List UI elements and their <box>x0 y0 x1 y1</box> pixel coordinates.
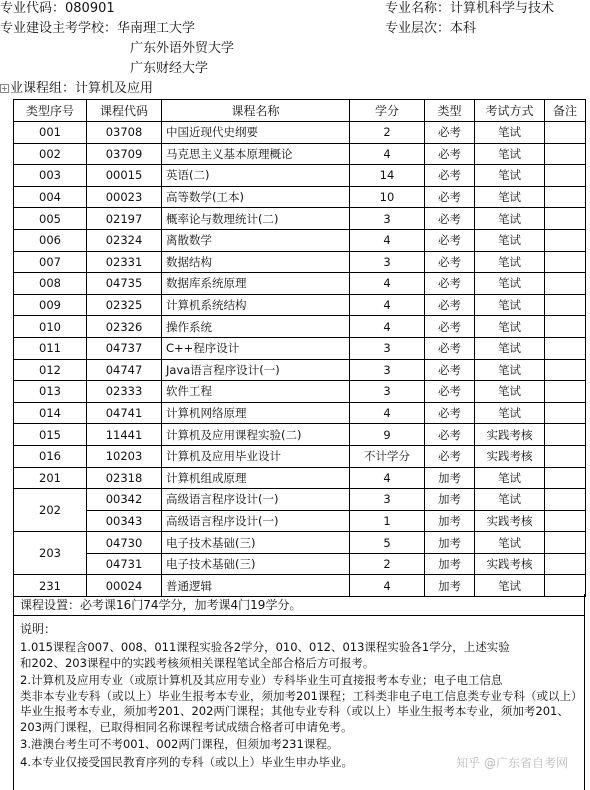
cell-type: 必考 <box>425 294 475 316</box>
cell-seq: 015 <box>14 424 87 446</box>
course-group-label: 业课程组：计算机及应用 <box>10 81 154 96</box>
table-row <box>14 402 586 424</box>
cell-code: 03708 <box>87 122 162 144</box>
note-item <box>14 672 584 736</box>
table-row <box>14 165 586 187</box>
table-row <box>14 273 586 295</box>
cell-remark <box>545 510 586 532</box>
table-row <box>14 381 586 403</box>
cell-remark <box>545 273 586 295</box>
cell-seq: 011 <box>14 337 87 359</box>
cell-remark <box>545 316 586 338</box>
cell-code: 04741 <box>87 402 162 424</box>
cell-exam: 笔试 <box>475 294 545 316</box>
cell-remark <box>545 553 586 575</box>
cell-remark <box>545 208 586 230</box>
cell-remark <box>545 229 586 251</box>
cell-remark <box>545 532 586 554</box>
cell-code: 00023 <box>87 186 162 208</box>
cell-credit: 9 <box>350 424 425 446</box>
col-header-credit: 学分 <box>350 100 425 122</box>
table-row <box>14 186 586 208</box>
cell-credit: 5 <box>350 532 425 554</box>
expand-icon[interactable]: + <box>1 84 8 93</box>
cell-name: 高等数学(工本) <box>162 186 350 208</box>
cell-exam: 笔试 <box>475 143 545 165</box>
host-school-2: 广东外语外贸大学 <box>130 41 235 56</box>
cell-credit: 4 <box>350 575 425 597</box>
cell-code: 04730 <box>87 532 162 554</box>
cell-name: 计算机组成原理 <box>162 467 350 489</box>
table-row <box>14 489 586 511</box>
note-3: 3.港澳台考生可不考001、002两门课程，但须加考231课程。 <box>20 737 339 751</box>
cell-credit: 4 <box>350 316 425 338</box>
cell-name: 操作系统 <box>162 316 350 338</box>
major-name: 专业名称：计算机科学与技术 <box>385 1 555 16</box>
cell-name: C++程序设计 <box>162 337 350 359</box>
table-row <box>14 251 586 273</box>
cell-exam: 笔试 <box>475 251 545 273</box>
table-row <box>14 445 586 467</box>
cell-exam: 实践考核 <box>475 510 545 532</box>
table-row <box>14 467 586 489</box>
cell-remark <box>545 445 586 467</box>
col-header-exam: 考试方式 <box>475 100 545 122</box>
note-item <box>14 639 584 672</box>
course-setup-summary: 课程设置：必考课16门74学分，加考课4门19学分。 <box>14 594 584 616</box>
cell-type: 必考 <box>425 402 475 424</box>
note-2-cont: 类非本专业专科（或以上）毕业生报考本专业，须加考201课程；工科类非电子电工信息类专业专科（或以上）毕业生报考本专业，须加考201、202两门课程；其他专业专科（或以上）毕业生报考本专业，须加考201、203两门课程，已取得相同名称课程考试成绩合格者可申请免考。 <box>20 688 577 734</box>
cell-exam: 笔试 <box>475 359 545 381</box>
cell-credit: 2 <box>350 553 425 575</box>
cell-name: 数据结构 <box>162 251 350 273</box>
table-header-row <box>14 100 586 122</box>
cell-credit: 不计学分 <box>350 445 425 467</box>
cell-exam: 笔试 <box>475 489 545 511</box>
cell-type: 必考 <box>425 424 475 446</box>
cell-seq: 013 <box>14 381 87 403</box>
host-school-3: 广东财经大学 <box>130 61 209 76</box>
cell-name: 概率论与数理统计(二) <box>162 208 350 230</box>
cell-name: 马克思主义基本原理概论 <box>162 143 350 165</box>
cell-seq: 014 <box>14 402 87 424</box>
cell-exam: 笔试 <box>475 165 545 187</box>
watermark: 知乎 @广东省自考网 <box>456 756 568 770</box>
cell-type: 必考 <box>425 337 475 359</box>
cell-type: 加考 <box>425 510 475 532</box>
cell-type: 必考 <box>425 273 475 295</box>
cell-seq: 004 <box>14 186 87 208</box>
cell-credit: 3 <box>350 381 425 403</box>
cell-type: 必考 <box>425 381 475 403</box>
cell-type: 必考 <box>425 186 475 208</box>
cell-remark <box>545 186 586 208</box>
cell-remark <box>545 337 586 359</box>
col-header-remark: 备注 <box>545 100 586 122</box>
cell-credit: 1 <box>350 510 425 532</box>
table-row <box>14 229 586 251</box>
cell-remark <box>545 489 586 511</box>
cell-code: 02331 <box>87 251 162 273</box>
cell-code: 11441 <box>87 424 162 446</box>
table-row <box>14 143 586 165</box>
cell-seq: 009 <box>14 294 87 316</box>
cell-exam: 笔试 <box>475 316 545 338</box>
cell-remark <box>545 359 586 381</box>
cell-seq: 001 <box>14 122 87 144</box>
cell-exam: 笔试 <box>475 381 545 403</box>
cell-remark <box>545 402 586 424</box>
major-code: 专业代码：080901 <box>0 1 115 16</box>
cell-type: 必考 <box>425 359 475 381</box>
cell-type: 必考 <box>425 316 475 338</box>
table-row <box>14 294 586 316</box>
cell-seq: 231 <box>14 575 87 597</box>
cell-name: 计算机及应用毕业设计 <box>162 445 350 467</box>
cell-name: 中国近现代史纲要 <box>162 122 350 144</box>
cell-exam: 笔试 <box>475 229 545 251</box>
cell-name: 英语(二) <box>162 165 350 187</box>
table-row <box>14 316 586 338</box>
cell-code: 00343 <box>87 510 162 532</box>
table-row <box>14 359 586 381</box>
cell-type: 加考 <box>425 489 475 511</box>
cell-seq: 005 <box>14 208 87 230</box>
table-row <box>14 208 586 230</box>
cell-credit: 3 <box>350 337 425 359</box>
cell-exam: 实践考核 <box>475 424 545 446</box>
cell-credit: 2 <box>350 122 425 144</box>
col-header-name: 课程名称 <box>162 100 350 122</box>
table-row <box>14 532 586 554</box>
cell-type: 必考 <box>425 251 475 273</box>
cell-name: 电子技术基础(三) <box>162 553 350 575</box>
cell-seq: 202 <box>14 489 87 532</box>
cell-exam: 实践考核 <box>475 553 545 575</box>
cell-remark <box>545 381 586 403</box>
cell-credit: 3 <box>350 208 425 230</box>
cell-type: 必考 <box>425 208 475 230</box>
cell-credit: 4 <box>350 294 425 316</box>
cell-type: 加考 <box>425 553 475 575</box>
cell-credit: 3 <box>350 489 425 511</box>
cell-name: 数据库系统原理 <box>162 273 350 295</box>
col-header-type: 类型 <box>425 100 475 122</box>
note-1-first: 1.015课程含007、008、011课程实验各2学分，010、012、013课程实验各1学分，上述实验 <box>20 640 510 654</box>
cell-seq: 003 <box>14 165 87 187</box>
cell-credit: 4 <box>350 467 425 489</box>
cell-seq: 010 <box>14 316 87 338</box>
cell-name: 计算机网络原理 <box>162 402 350 424</box>
note-4: 4.本专业仅接受国民教育序列的专科（或以上）毕业生申办毕业。 <box>20 754 353 769</box>
cell-credit: 3 <box>350 251 425 273</box>
cell-seq: 008 <box>14 273 87 295</box>
cell-code: 00024 <box>87 575 162 597</box>
cell-seq: 002 <box>14 143 87 165</box>
cell-exam: 笔试 <box>475 186 545 208</box>
cell-credit: 4 <box>350 273 425 295</box>
cell-credit: 10 <box>350 186 425 208</box>
cell-exam: 实践考核 <box>475 445 545 467</box>
cell-code: 04731 <box>87 553 162 575</box>
cell-remark <box>545 251 586 273</box>
cell-exam: 笔试 <box>475 532 545 554</box>
cell-code: 02318 <box>87 467 162 489</box>
cell-code: 10203 <box>87 445 162 467</box>
note-1-cont: 和202、203课程中的实践考核须相关课程笔试全部合格后方可报考。 <box>20 655 375 670</box>
cell-name: 高级语言程序设计(一) <box>162 489 350 511</box>
cell-remark <box>545 165 586 187</box>
cell-type: 必考 <box>425 445 475 467</box>
table-row <box>14 122 586 144</box>
cell-name: 软件工程 <box>162 381 350 403</box>
notes-title: 说明： <box>20 622 57 636</box>
cell-remark <box>545 122 586 144</box>
table-row <box>14 553 586 575</box>
cell-seq: 006 <box>14 229 87 251</box>
cell-exam: 笔试 <box>475 208 545 230</box>
cell-remark <box>545 424 586 446</box>
cell-code: 04747 <box>87 359 162 381</box>
cell-name: 电子技术基础(三) <box>162 532 350 554</box>
cell-type: 加考 <box>425 532 475 554</box>
cell-code: 00342 <box>87 489 162 511</box>
cell-name: Java语言程序设计(一) <box>162 359 350 381</box>
cell-seq: 012 <box>14 359 87 381</box>
cell-seq: 007 <box>14 251 87 273</box>
course-table-body <box>14 122 586 597</box>
cell-exam: 笔试 <box>475 402 545 424</box>
cell-credit: 4 <box>350 402 425 424</box>
cell-seq: 016 <box>14 445 87 467</box>
cell-type: 必考 <box>425 165 475 187</box>
cell-type: 必考 <box>425 143 475 165</box>
cell-code: 04737 <box>87 337 162 359</box>
cell-type: 加考 <box>425 575 475 597</box>
cell-name: 高级语言程序设计(一) <box>162 510 350 532</box>
cell-type: 必考 <box>425 229 475 251</box>
course-group <box>0 80 153 98</box>
col-header-code: 课程代码 <box>87 100 162 122</box>
col-header-seq: 类型序号 <box>14 100 87 122</box>
table-row <box>14 337 586 359</box>
cell-exam: 笔试 <box>475 273 545 295</box>
cell-code: 02333 <box>87 381 162 403</box>
note-2-first: 2.计算机及应用专业（或原计算机及其应用专业）专科毕业生可直接报考本专业；电子电工信息 <box>20 673 503 687</box>
cell-exam: 笔试 <box>475 122 545 144</box>
cell-credit: 14 <box>350 165 425 187</box>
cell-code: 03709 <box>87 143 162 165</box>
host-school: 专业建设主考学校：华南理工大学 <box>0 21 196 36</box>
cell-remark <box>545 467 586 489</box>
cell-remark <box>545 143 586 165</box>
cell-name: 普通逻辑 <box>162 575 350 597</box>
cell-name: 计算机及应用课程实验(二) <box>162 424 350 446</box>
cell-code: 00015 <box>87 165 162 187</box>
course-table <box>13 99 586 597</box>
cell-code: 02325 <box>87 294 162 316</box>
cell-exam: 笔试 <box>475 467 545 489</box>
cell-type: 加考 <box>425 467 475 489</box>
table-row <box>14 510 586 532</box>
cell-code: 02197 <box>87 208 162 230</box>
cell-type: 必考 <box>425 122 475 144</box>
cell-credit: 4 <box>350 229 425 251</box>
cell-code: 02324 <box>87 229 162 251</box>
cell-seq: 201 <box>14 467 87 489</box>
cell-name: 计算机系统结构 <box>162 294 350 316</box>
cell-code: 04735 <box>87 273 162 295</box>
cell-remark <box>545 294 586 316</box>
cell-seq: 203 <box>14 532 87 575</box>
cell-code: 02326 <box>87 316 162 338</box>
major-level: 专业层次：本科 <box>385 21 477 36</box>
cell-exam: 笔试 <box>475 337 545 359</box>
cell-credit: 3 <box>350 359 425 381</box>
cell-credit: 4 <box>350 143 425 165</box>
table-row <box>14 424 586 446</box>
note-item <box>14 736 584 754</box>
cell-name: 离散数学 <box>162 229 350 251</box>
cell-exam: 笔试 <box>475 575 545 597</box>
